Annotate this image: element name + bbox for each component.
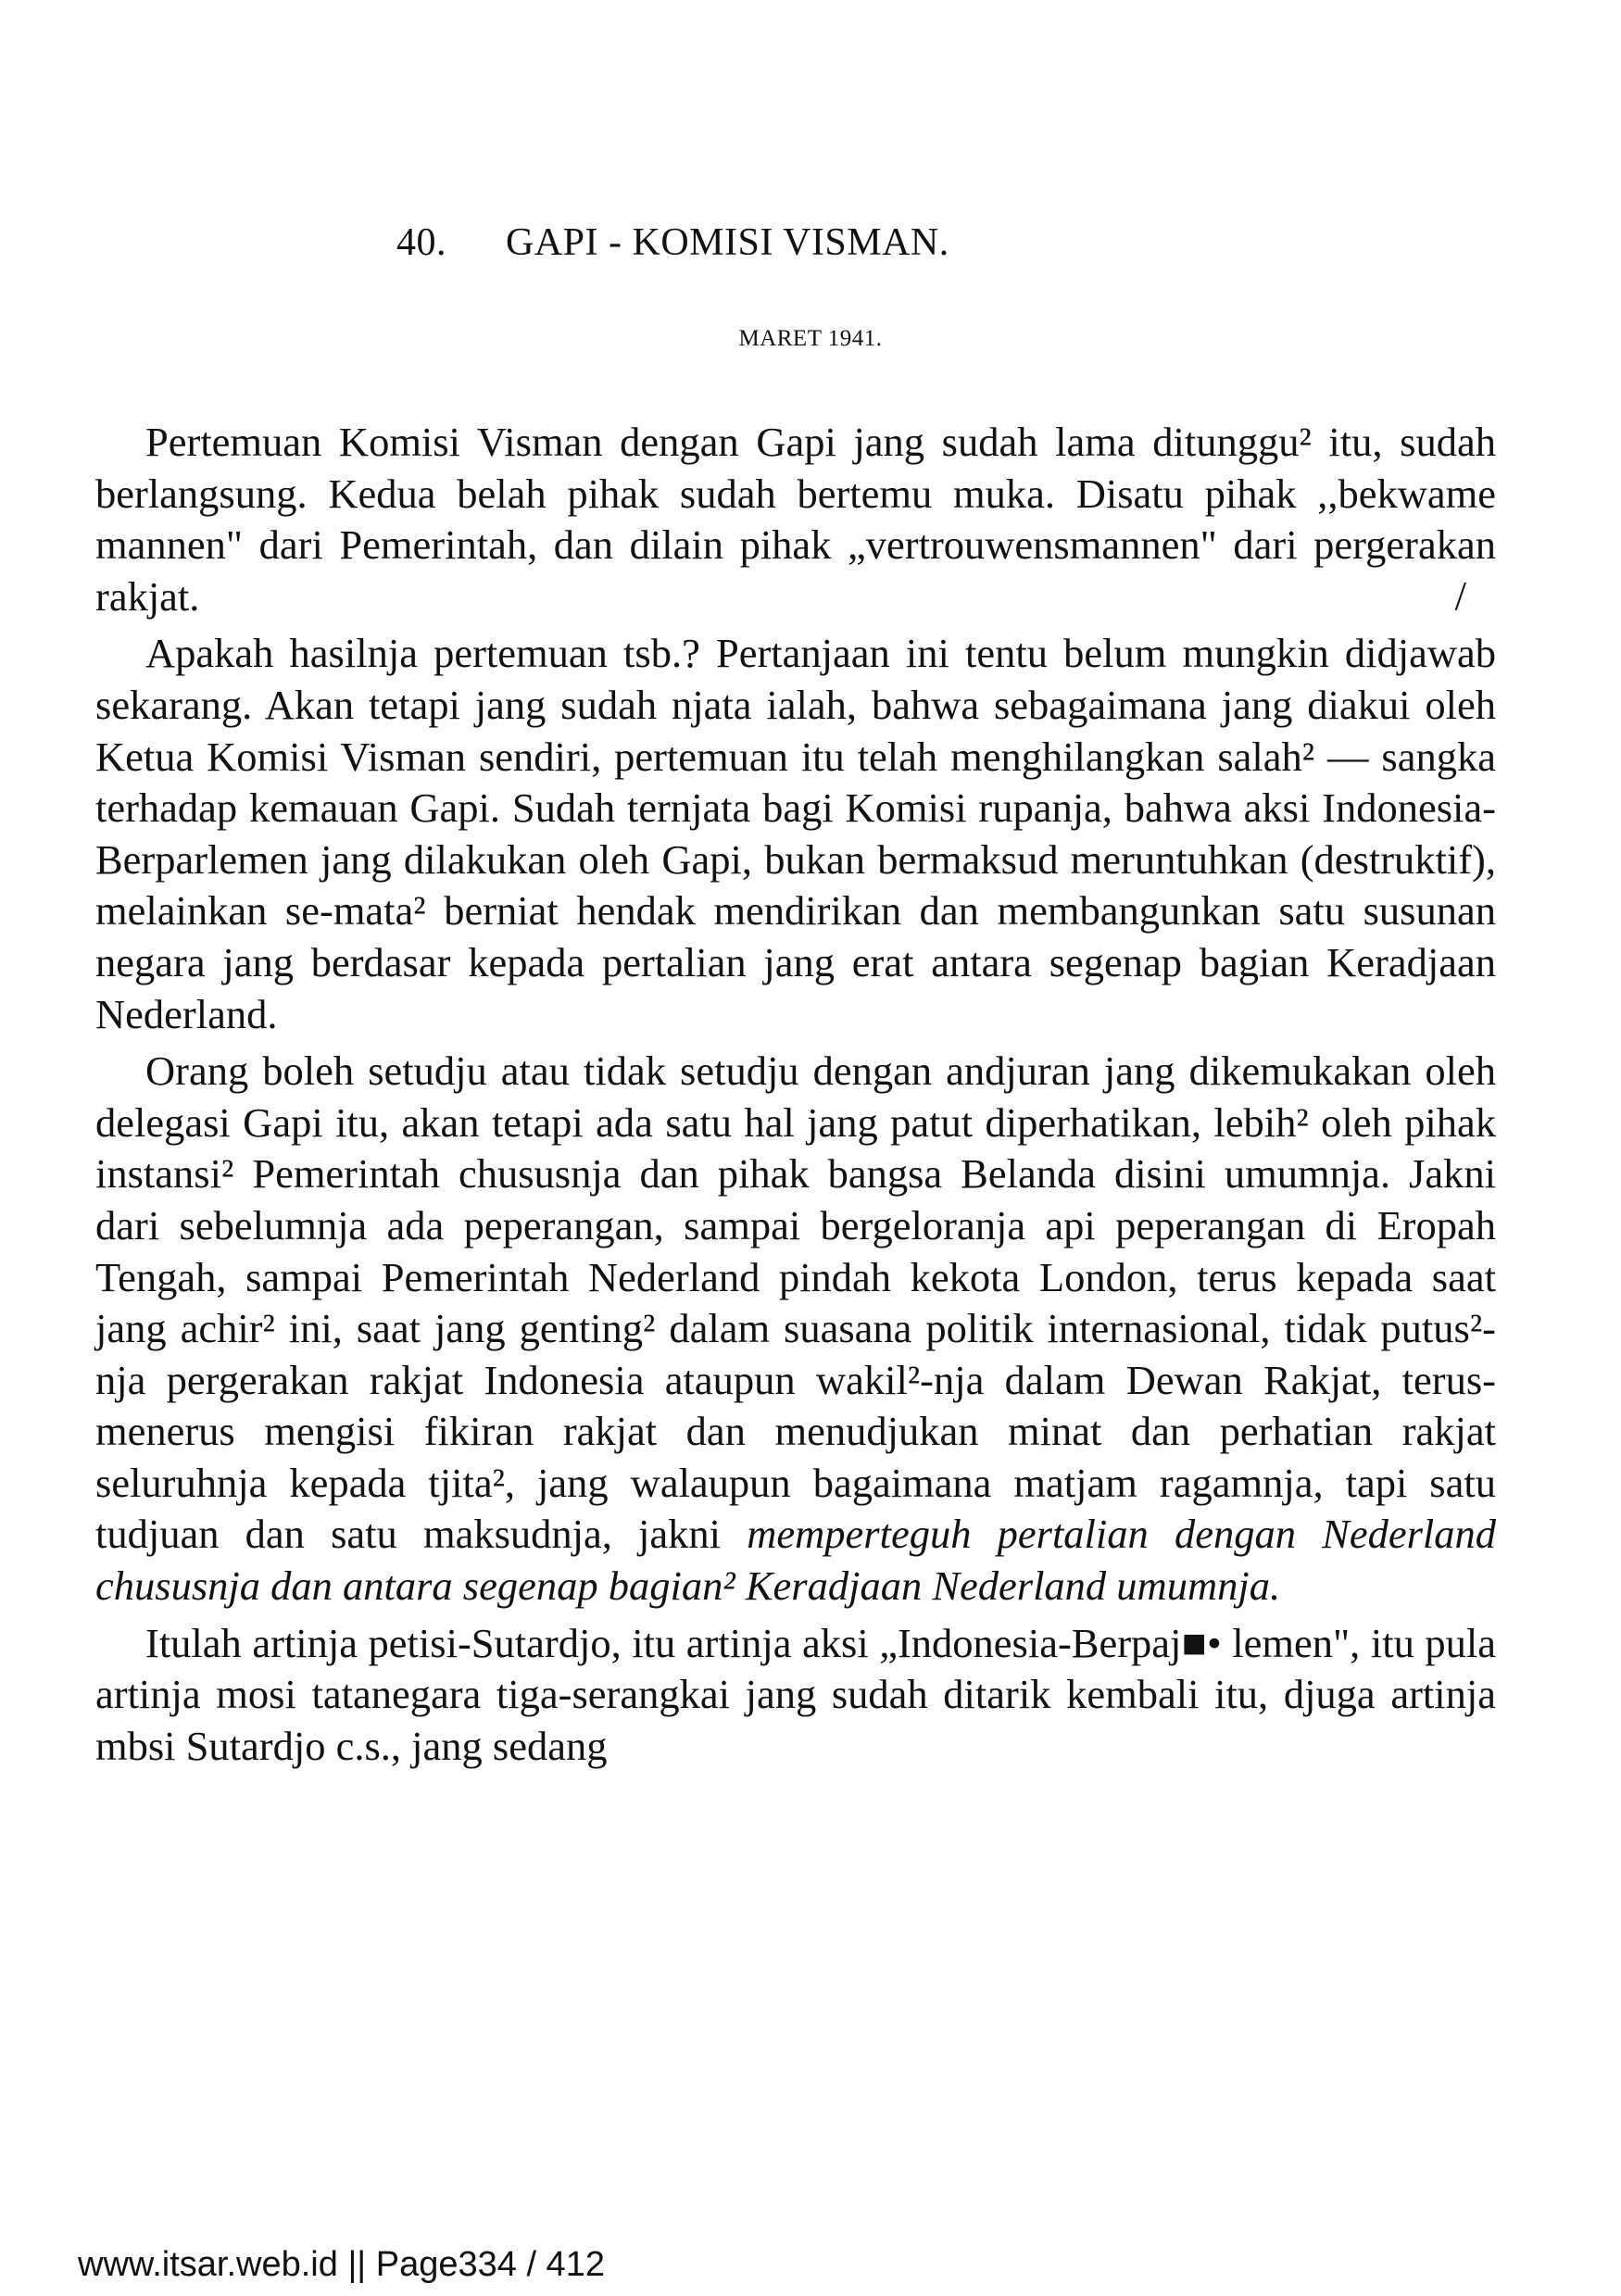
paragraph-1	[95, 417, 1496, 622]
paragraph-3-italic: memperteguh pertalian dengan Nederland chususnja dan antara segenap bagian² Keradjaan Nederland umumnja.	[95, 1511, 1497, 1610]
chapter-title: GAPI - KOMISI VISMAN.	[506, 221, 949, 264]
dateline: MARET 1941.	[738, 326, 883, 351]
paragraph-4	[95, 1618, 1496, 1773]
paragraph-4-text: Itulah artinja petisi-Sutardjo, itu artinja aksi „Indonesia-Berpaj■• lemen", itu pula artinja mosi tatanegara tiga-serangkai jang sudah ditarik kembali itu, djuga artinja mbsi Sutardjo c.s., jang sedang	[95, 1619, 1496, 1769]
paragraph-3-text: Orang boleh setudju atau tidak setudju dengan andjuran jang dikemukakan oleh delegasi Gapi itu, akan tetapi ada satu hal jang patut diperhatikan, lebih² oleh pihak instansi² Pemerintah chususnja dan pihak bangsa Belanda disini umumnja. Jakni dari sebelumnja ada peperangan, sampai bergeloranja api peperangan di Eropah Tengah, sampai Pemerintah Nederland pindah kekota London, terus kepada saat jang achir² ini, saat jang genting² dalam suasana politik internasional, tidak putus²-nja pergerakan rakjat Indonesia ataupun wakil²-nja dalam Dewan Rakjat, terus-menerus mengisi fikiran rakjat dan menudjukan minat dan perhatian rakjat seluruhnja kepada tjita², jang walaupun bagaimana matjam ragamnja, tapi satu tudjuan dan satu maksudnja, jakni	[95, 1048, 1496, 1558]
margin-slash-mark: /	[1454, 572, 1466, 619]
paragraph-3	[95, 1046, 1496, 1612]
article-body	[95, 417, 1496, 1777]
chapter-number: 40.	[396, 221, 446, 264]
paragraph-2	[95, 628, 1496, 1040]
page-footer: www.itsar.web.id || Page334 / 412	[78, 2245, 605, 2284]
paragraph-2-text: Apakah hasilnja pertemuan tsb.? Pertanjaan ini tentu belum mungkin didjawab sekarang. Akan tetapi jang sudah njata ialah, bahwa sebagaimana jang diakui oleh Ketua Komisi Visman sendiri, pertemuan itu telah menghilangkan salah² — sangka terhadap kemauan Gapi. Sudah ternjata bagi Komisi rupanja, bahwa aksi Indonesia-Berparlemen jang dilakukan oleh Gapi, bukan bermaksud meruntuhkan (destruktif), melainkan se-mata² berniat hendak mendirikan dan membangunkan satu susunan negara jang berdasar kepada pertalian jang erat antara segenap bagian Keradjaan Nederland.	[95, 630, 1496, 1037]
chapter-heading	[396, 220, 949, 265]
paragraph-1-text: Pertemuan Komisi Visman dengan Gapi jang sudah lama ditunggu² itu, sudah berlangsung. Kedua belah pihak sudah bertemu muka. Disatu pihak ,,bekwame mannen" dari Pemerintah, dan dilain pihak „vertrouwensmannen" dari pergerakan rakjat.	[95, 419, 1496, 620]
paragraph-1-wrap	[95, 417, 1496, 622]
